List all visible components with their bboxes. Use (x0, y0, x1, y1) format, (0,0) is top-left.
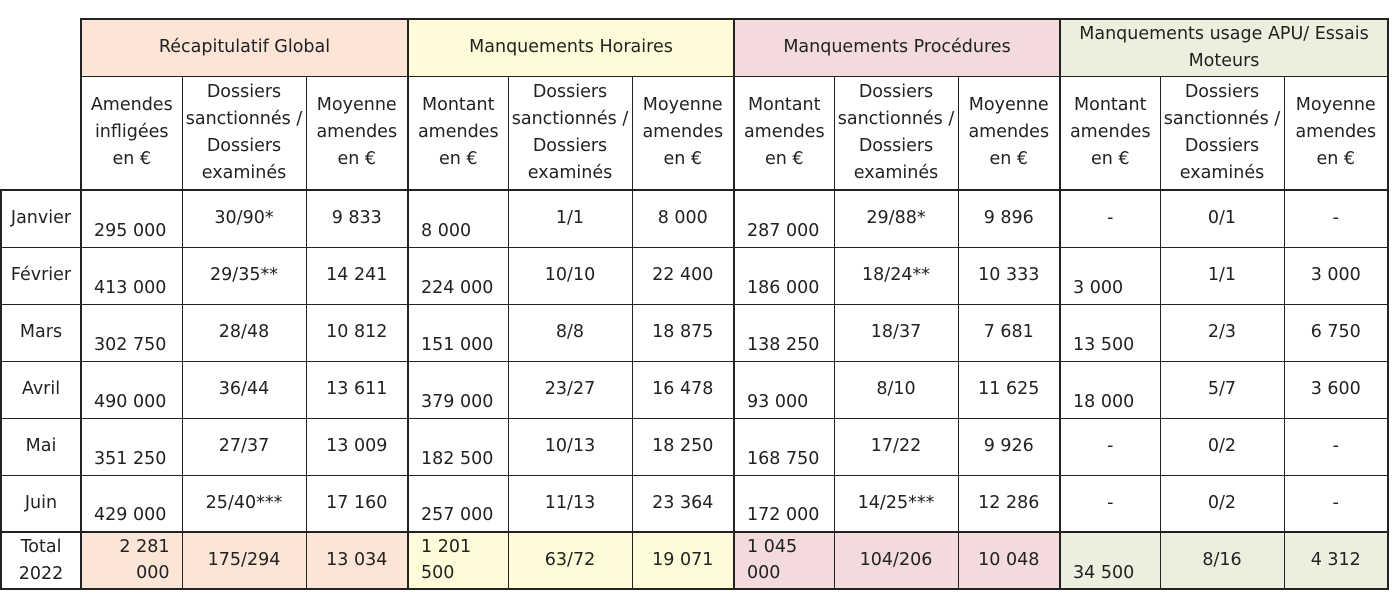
procedures-average-cell: 12 286 (958, 475, 1060, 532)
procedures-amount-cell: 93 000 (734, 361, 834, 418)
procedures-amount-cell: 186 000 (734, 247, 834, 304)
table-row (1, 475, 1388, 532)
procedures-files-cell: 17/22 (834, 418, 958, 475)
subheader-apu-files: Dossiers sanctionnés / Dossiers examinés (1160, 76, 1284, 190)
apu-files-cell: 0/2 (1160, 418, 1284, 475)
subheader-horaires-amount: Montant amendes en € (408, 76, 508, 190)
group-header-row (1, 19, 1388, 76)
horaires-files-cell: 10/13 (508, 418, 632, 475)
apu-amount-cell: - (1060, 190, 1160, 247)
subheader-procedures-files: Dossiers sanctionnés / Dossiers examinés (834, 76, 958, 190)
subheader-procedures-average: Moyenne amendes en € (958, 76, 1060, 190)
horaires-average-cell: 16 478 (632, 361, 734, 418)
fines-table (0, 18, 1389, 590)
horaires-amount-cell: 257 000 (408, 475, 508, 532)
table-row (1, 418, 1388, 475)
subheader-horaires-average: Moyenne amendes en € (632, 76, 734, 190)
total-apu-average-cell: 4 312 (1284, 532, 1388, 589)
horaires-amount-cell: 8 000 (408, 190, 508, 247)
horaires-amount-cell: 151 000 (408, 304, 508, 361)
horaires-files-cell: 1/1 (508, 190, 632, 247)
total-procedures-files-cell: 104/206 (834, 532, 958, 589)
apu-average-cell: 3 600 (1284, 361, 1388, 418)
group-header-procedures: Manquements Procédures (734, 19, 1060, 76)
group-header-horaires: Manquements Horaires (408, 19, 734, 76)
total-global-files-cell: 175/294 (182, 532, 306, 589)
procedures-amount-cell: 287 000 (734, 190, 834, 247)
apu-files-cell: 2/3 (1160, 304, 1284, 361)
month-label: Mars (1, 304, 81, 361)
apu-amount-cell: 13 500 (1060, 304, 1160, 361)
global-files-cell: 29/35** (182, 247, 306, 304)
horaires-average-cell: 18 875 (632, 304, 734, 361)
procedures-files-cell: 18/37 (834, 304, 958, 361)
global-amount-cell: 490 000 (81, 361, 182, 418)
procedures-average-cell: 11 625 (958, 361, 1060, 418)
corner-cell (1, 19, 81, 76)
global-average-cell: 13 611 (306, 361, 408, 418)
apu-amount-cell: - (1060, 418, 1160, 475)
subheader-global-amount: Amendes infligées en € (81, 76, 182, 190)
month-label: Juin (1, 475, 81, 532)
subheader-row (1, 76, 1388, 190)
month-label: Mai (1, 418, 81, 475)
total-apu-files-cell: 8/16 (1160, 532, 1284, 589)
procedures-files-cell: 8/10 (834, 361, 958, 418)
procedures-average-cell: 10 333 (958, 247, 1060, 304)
global-average-cell: 14 241 (306, 247, 408, 304)
procedures-files-cell: 18/24** (834, 247, 958, 304)
total-label: Total 2022 (1, 532, 81, 589)
apu-average-cell: - (1284, 475, 1388, 532)
apu-average-cell: - (1284, 418, 1388, 475)
total-horaires-files-cell: 63/72 (508, 532, 632, 589)
total-global-amount-cell: 2 281 000 (81, 532, 182, 589)
apu-files-cell: 1/1 (1160, 247, 1284, 304)
horaires-amount-cell: 182 500 (408, 418, 508, 475)
global-files-cell: 27/37 (182, 418, 306, 475)
apu-amount-cell: 18 000 (1060, 361, 1160, 418)
horaires-average-cell: 23 364 (632, 475, 734, 532)
apu-files-cell: 0/2 (1160, 475, 1284, 532)
procedures-files-cell: 29/88* (834, 190, 958, 247)
horaires-average-cell: 22 400 (632, 247, 734, 304)
horaires-amount-cell: 379 000 (408, 361, 508, 418)
total-procedures-average-cell: 10 048 (958, 532, 1060, 589)
total-global-average-cell: 13 034 (306, 532, 408, 589)
apu-average-cell: 6 750 (1284, 304, 1388, 361)
horaires-files-cell: 11/13 (508, 475, 632, 532)
procedures-average-cell: 9 896 (958, 190, 1060, 247)
total-row (1, 532, 1388, 589)
global-amount-cell: 413 000 (81, 247, 182, 304)
subheader-apu-amount: Montant amendes en € (1060, 76, 1160, 190)
apu-files-cell: 5/7 (1160, 361, 1284, 418)
procedures-average-cell: 7 681 (958, 304, 1060, 361)
subheader-horaires-files: Dossiers sanctionnés / Dossiers examinés (508, 76, 632, 190)
horaires-amount-cell: 224 000 (408, 247, 508, 304)
horaires-average-cell: 8 000 (632, 190, 734, 247)
procedures-amount-cell: 168 750 (734, 418, 834, 475)
subheader-apu-average: Moyenne amendes en € (1284, 76, 1388, 190)
subheader-global-files: Dossiers sanctionnés / Dossiers examinés (182, 76, 306, 190)
table-row (1, 304, 1388, 361)
table-row (1, 247, 1388, 304)
table-row (1, 361, 1388, 418)
global-files-cell: 30/90* (182, 190, 306, 247)
global-amount-cell: 295 000 (81, 190, 182, 247)
group-header-apu: Manquements usage APU/ Essais Moteurs (1060, 19, 1388, 76)
subheader-global-average: Moyenne amendes en € (306, 76, 408, 190)
total-horaires-average-cell: 19 071 (632, 532, 734, 589)
apu-average-cell: 3 000 (1284, 247, 1388, 304)
global-amount-cell: 429 000 (81, 475, 182, 532)
total-procedures-amount-cell: 1 045 000 (734, 532, 834, 589)
corner-cell (1, 76, 81, 190)
apu-files-cell: 0/1 (1160, 190, 1284, 247)
total-apu-amount-cell: 34 500 (1060, 532, 1160, 589)
horaires-files-cell: 10/10 (508, 247, 632, 304)
global-average-cell: 13 009 (306, 418, 408, 475)
month-label: Janvier (1, 190, 81, 247)
procedures-average-cell: 9 926 (958, 418, 1060, 475)
procedures-files-cell: 14/25*** (834, 475, 958, 532)
apu-average-cell: - (1284, 190, 1388, 247)
global-amount-cell: 351 250 (81, 418, 182, 475)
global-average-cell: 9 833 (306, 190, 408, 247)
procedures-amount-cell: 138 250 (734, 304, 834, 361)
global-average-cell: 10 812 (306, 304, 408, 361)
subheader-procedures-amount: Montant amendes en € (734, 76, 834, 190)
horaires-files-cell: 8/8 (508, 304, 632, 361)
global-files-cell: 28/48 (182, 304, 306, 361)
global-amount-cell: 302 750 (81, 304, 182, 361)
total-horaires-amount-cell: 1 201 500 (408, 532, 508, 589)
group-header-global: Récapitulatif Global (81, 19, 408, 76)
month-label: Avril (1, 361, 81, 418)
apu-amount-cell: - (1060, 475, 1160, 532)
apu-amount-cell: 3 000 (1060, 247, 1160, 304)
global-files-cell: 36/44 (182, 361, 306, 418)
horaires-files-cell: 23/27 (508, 361, 632, 418)
global-files-cell: 25/40*** (182, 475, 306, 532)
horaires-average-cell: 18 250 (632, 418, 734, 475)
procedures-amount-cell: 172 000 (734, 475, 834, 532)
table-row (1, 190, 1388, 247)
global-average-cell: 17 160 (306, 475, 408, 532)
month-label: Février (1, 247, 81, 304)
